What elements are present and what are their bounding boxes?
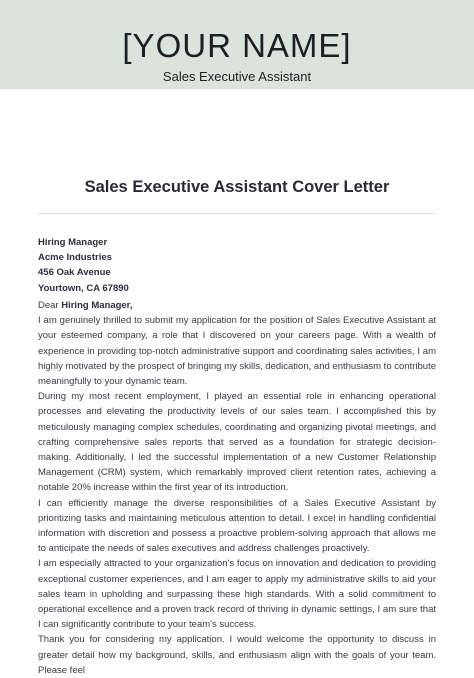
- salutation-name: Hiring Manager,: [61, 300, 133, 311]
- paragraph-1: I am genuinely thrilled to submit my application for the position of Sales Executive Assistant at your esteemed company, a role that I discovered on your careers page. With a wealth of experience in providing top-notch administrative support and coordinating sales activities, I am highly motivated by the prospect of bringing my skills, dedication, and enthusiasm to contribute meaningfully to your dynamic team.: [38, 315, 436, 388]
- paragraph-5: Thank you for considering my application. I would welcome the opportunity to discuss in greater detail how my background, skills, and enthusiasm align with the goals of your team. Please feel: [38, 634, 436, 676]
- paragraph-2: During my most recent employment, I played an essential role in enhancing operational processes and elevating the productivity levels of our sales team. I accomplished this by meticulously managing complex schedules, coordinating and organizing pivotal meetings, and crafting comprehensive sales reports that served as a foundation for strategic decision-making. Additionally, I led the successful implementation of a new Customer Relationship Management (CRM) system, which remarkably improved client retention rates, achieving a notable 20% increase within the first year of its introduction.: [38, 391, 436, 494]
- title-divider: [38, 213, 436, 214]
- recipient-street: 456 Oak Avenue: [38, 267, 111, 278]
- salutation-prefix: Dear: [38, 300, 62, 311]
- header-banner: [0, 0, 474, 89]
- recipient-title: Hiring Manager: [38, 237, 108, 248]
- letter-body: [38, 298, 436, 678]
- applicant-name: [YOUR NAME]: [122, 27, 352, 64]
- recipient-company: Acme Industries: [38, 252, 112, 263]
- applicant-role: Sales Executive Assistant: [162, 69, 312, 84]
- document-title: Sales Executive Assistant Cover Letter: [84, 178, 390, 196]
- recipient-city: Yourtown, CA 67890: [38, 283, 129, 294]
- paragraph-4: I am especially attracted to your organization's focus on innovation and dedication to providing exceptional customer experiences, and I am eager to apply my administrative skills to aid your sales team in upholding and surpassing these high standards. With a solid commitment to operational excellence and a proven track record of thriving in dynamic settings, I am sure that I can significantly contribute to your team's success.: [38, 558, 436, 631]
- salutation: [38, 298, 436, 313]
- paragraph-3: I can efficiently manage the diverse responsibilities of a Sales Executive Assistant by prioritizing tasks and maintaining meticulous attention to detail. I excel in handling confidential information with discretion and possess a proactive problem-solving approach that allows me to anticipate the needs of sales executives and address challenges proactively.: [38, 497, 436, 555]
